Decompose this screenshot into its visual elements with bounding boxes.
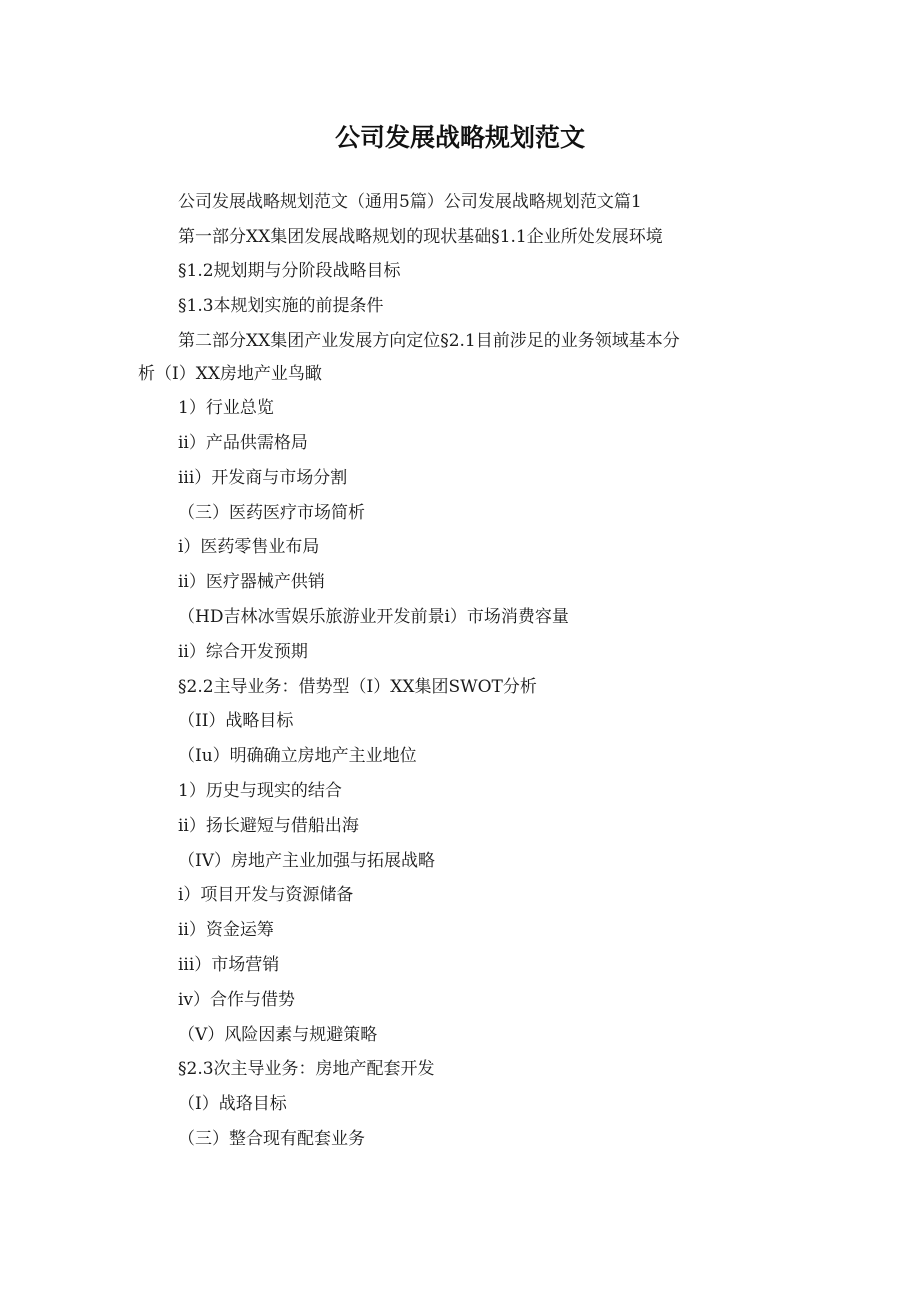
paragraph-line: （V）风险因素与规避策略 [178,1025,378,1045]
paragraph-line: （II）战略目标 [178,711,294,731]
paragraph-line: ii）医疗器械产供销 [178,572,325,592]
paragraph-line: ii）扬长避短与借船出海 [178,816,359,836]
paragraph-line: ii）资金运筹 [178,920,274,940]
paragraph-line: （IV）房地产主业加强与拓展战略 [178,851,435,871]
paragraph-line: 公司发展战略规划范文（通用5篇）公司发展战略规划范文篇1 [178,192,642,212]
paragraph-line: （三）整合现有配套业务 [178,1129,365,1149]
paragraph-line: ii）综合开发预期 [178,642,308,662]
paragraph-line: §2.3次主导业务：房地产配套开发 [178,1059,435,1079]
paragraph-line: iv）合作与借势 [178,990,296,1010]
paragraph-line: i）医药零售业布局 [178,537,320,557]
paragraph-line: §1.2规划期与分阶段战略目标 [178,261,401,281]
paragraph-line: （三）医药医疗市场简析 [178,503,365,523]
paragraph-line: 第二部分XX集团产业发展方向定位§2.1目前涉足的业务领域基本分 [178,331,680,351]
document-title: 公司发展战略规划范文 [334,123,585,152]
paragraph-line: （HD吉林冰雪娱乐旅游业开发前景i）市场消费容量 [178,607,569,627]
paragraph-line: 析（I）XX房地产业鸟瞰 [138,364,322,384]
paragraph-line: iii）市场营销 [178,955,280,975]
paragraph-line: iii）开发商与市场分割 [178,468,348,488]
paragraph-line: ii）产品供需格局 [178,433,308,453]
paragraph-line: （Iu）明确确立房地产主业地位 [178,746,417,766]
paragraph-line: §1.3本规划实施的前提条件 [178,296,384,316]
paragraph-line: i）项目开发与资源储备 [178,885,354,905]
paragraph-line: 1）历史与现实的结合 [178,781,342,801]
paragraph-line: 第一部分XX集团发展战略规划的现状基础§1.1企业所处发展环境 [178,227,663,247]
paragraph-line: §2.2主导业务：借势型（I）XX集团SWOT分析 [178,677,537,697]
paragraph-line: 1）行业总览 [178,398,274,418]
paragraph-line: （I）战珞目标 [178,1094,287,1114]
